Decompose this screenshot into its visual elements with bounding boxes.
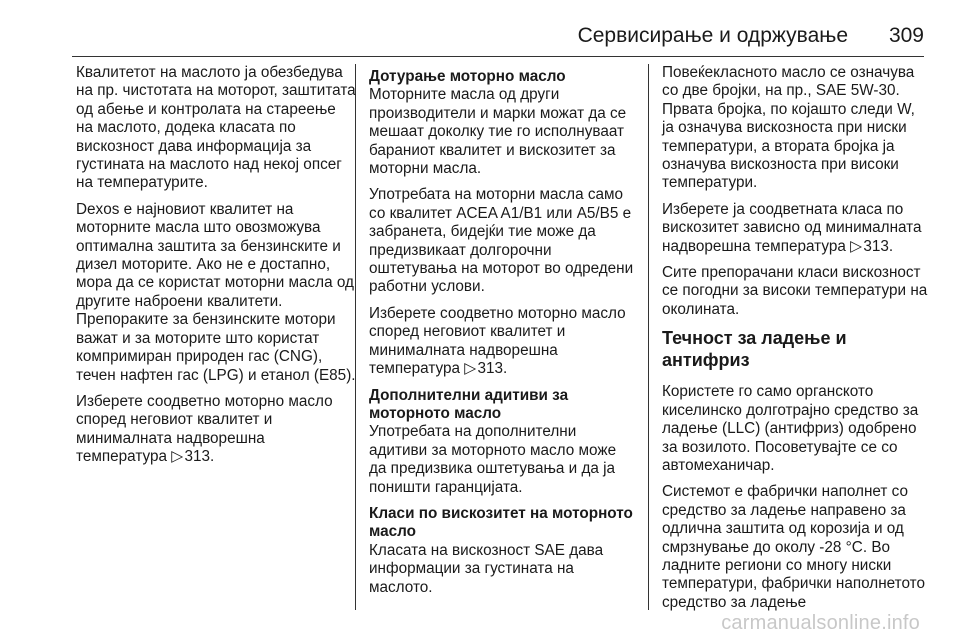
section-heading: Класи по вискозитет на моторното масло bbox=[369, 504, 633, 541]
paragraph: Користете го само органското киселинско долготрајно средство за ладење (LLC) (антифриз) одобрено за возилото. Посоветувајте се со автомеханичар. bbox=[662, 383, 919, 474]
paragraph: Повеќекласното масло се означува со две бројки, на пр., SAE 5W-30. Првата бројка, по којашто следи W, ја означува вискозноста при ниски температури, а втората бројка ја означува вискозноста при високи температури. bbox=[662, 64, 915, 192]
page-header bbox=[0, 0, 960, 58]
paragraph: Моторните масла од други производители и марки можат да се мешаат доколку тие го исполнуваат бараниот квалитет и вискозитет за моторни масла. bbox=[369, 86, 627, 178]
header-divider bbox=[72, 56, 924, 57]
page-reference-icon: ▷ bbox=[850, 237, 862, 255]
running-header-title: Сервисирање и одржување bbox=[577, 24, 848, 47]
page-reference: 313. bbox=[184, 448, 215, 466]
text-column-2 bbox=[369, 64, 635, 605]
column-divider-2 bbox=[648, 64, 649, 610]
paragraph: Системот е фабрички наполнет со средство за ладење направено за одлична заштита од корозија и од смрзнување до околу -28 °C. Во ладните региони со многу ниски температури, фабрички наполнетото средство за ладење bbox=[662, 483, 926, 611]
text-column-1 bbox=[76, 64, 356, 475]
paragraph bbox=[662, 201, 930, 256]
section-heading: Дотурање моторно масло bbox=[369, 68, 566, 85]
page-number: 309 bbox=[888, 24, 924, 47]
paragraph: Квалитетот на маслото ја обезбедува на пр. чистотата на моторот, заштитата од абење и контролата на стареење на маслото, додека класата по вискозност дава информација за густината на маслото над некој опсег на температурите. bbox=[76, 64, 356, 192]
paragraph: Употребата на моторни масла само со квалитет ACEA A1/B1 или A5/B5 е забранета, бидејќи тие може да предизвикаат долгорочни оштетувања на моторот во одредени работни услови. bbox=[369, 186, 634, 296]
page-reference: 313. bbox=[477, 360, 508, 378]
paragraph: Употребата на дополнителни адитиви за моторното масло може да предизвика оштетувања и да ја поништи гаранцијата. bbox=[369, 423, 617, 496]
paragraph-text: Изберете ја соодветната класа по вискозитет зависно од минималната надворешна температура bbox=[662, 200, 922, 255]
page-reference-icon: ▷ bbox=[464, 360, 477, 378]
paragraph bbox=[76, 393, 356, 467]
text-column-3 bbox=[662, 64, 930, 620]
paragraph: Dexos е најновиот квалитет на моторните масла што овозможува оптимална заштита за бензинските и дизел моторите. Ако не е достапно, мора да се користат моторни масла од другите наброени квалитети. Препораките за бензинските мотори важат и за моторите што користат компримиран природен гас (CNG), течен нафтен гас (LPG) и етанол (E85). bbox=[76, 200, 356, 384]
paragraph: Сите препорачани класи вискозност се погодни за високи температури на околината. bbox=[662, 264, 928, 318]
paragraph-text: Изберете соодветно моторно масло според неговиот квалитет и минималната надворешна температура bbox=[76, 392, 333, 466]
section-heading: Дополнителни адитиви за моторното масло bbox=[369, 386, 569, 422]
watermark: carmanualsonline.info bbox=[721, 612, 920, 634]
paragraph: Класата на вискозност SAE дава информации за густината на маслото. bbox=[369, 541, 604, 596]
page-reference: 313. bbox=[863, 237, 894, 255]
paragraph-text: Изберете соодветно моторно масло според неговиот квалитет и минималната надворешна температура bbox=[369, 304, 626, 378]
page-reference-icon: ▷ bbox=[171, 448, 184, 466]
section-heading-large: Течност за ладење и антифриз bbox=[662, 328, 847, 371]
paragraph bbox=[369, 305, 635, 379]
